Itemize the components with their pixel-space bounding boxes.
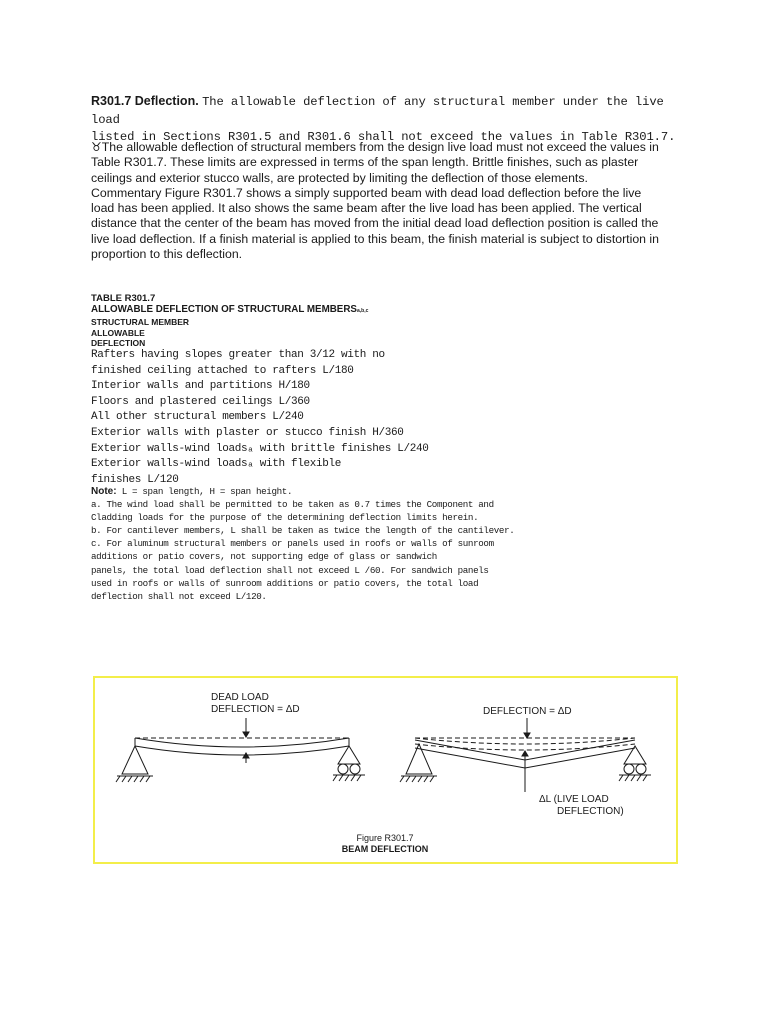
column-header-deflection-1: ALLOWABLE [91, 327, 145, 338]
table-title: ALLOWABLE DEFLECTION OF STRUCTURAL MEMBERSa,b,c [91, 304, 369, 315]
commentary-line: live load deflection. If a finish material is applied to this beam, the finish material is subject to distortion in [91, 231, 659, 246]
left-pin-hatch [116, 776, 150, 782]
note-line: a. The wind load shall be permitted to be taken as 0.7 times the Component and [91, 499, 494, 511]
right-roller-support [624, 746, 646, 764]
note-line: panels, the total load deflection shall not exceed L /60. For sandwich panels [91, 564, 489, 576]
table-row: Rafters having slopes greater than 3/12 with no [91, 349, 385, 361]
commentary-line: Commentary Figure R301.7 shows a simply supported beam with dead load deflection before the live [91, 185, 642, 200]
note-line: b. For cantilever members, L shall be taken as twice the length of the cantilever. [91, 525, 515, 537]
note-line: Note: L = span length, H = span height. [91, 486, 293, 497]
commentary-line: load has been applied. It also shows the same beam after the live load has been applied. The vertical [91, 201, 642, 216]
right-roller-wheel-2 [636, 764, 646, 774]
table-number: TABLE R301.7 [91, 293, 156, 304]
table-row: finishes L/120 [91, 473, 179, 486]
figure-caption-number: Figure R301.7 [356, 833, 414, 843]
right-arrow-down [524, 733, 530, 738]
commentary-line: Table R301.7. These limits are expressed in terms of the span length. Brittle finishes, such as plaster [91, 155, 639, 170]
left-roller-hatch [333, 775, 361, 781]
table-header [91, 293, 591, 349]
section-title: R301.7 Deflection. [91, 94, 199, 108]
live-load-label-2: DEFLECTION) [557, 806, 624, 817]
live-load-label-1: ΔL (LIVE LOAD [539, 794, 609, 805]
left-beam-top [135, 738, 349, 747]
left-label-line-1: DEAD LOAD [211, 692, 269, 703]
table-notes [91, 485, 631, 603]
right-dead-load-line [415, 738, 635, 744]
note-line: used in roofs or walls of sunroom additions or patio covers, the total load [91, 577, 479, 589]
note-line: c. For aluminum structural members or panels used in roofs or walls of sunroom [91, 538, 494, 550]
right-roller-wheel-1 [624, 764, 634, 774]
table-row: Exterior walls-wind loadsₐ with brittle finishes L/240 [91, 442, 429, 455]
table-row: Exterior walls-wind loadsₐ with flexible [91, 458, 342, 471]
commentary-line: ceilings and exterior stucco walls, are protected by limiting the deflection of those elements. [91, 170, 588, 185]
left-arrow-up [243, 753, 249, 758]
commentary-paragraph [91, 140, 691, 262]
table-body [91, 348, 611, 488]
note-line: additions or patio covers, not supporting edge of glass or sandwich [91, 551, 437, 563]
table-row: finished ceiling attached to rafters L/180 [91, 364, 354, 377]
left-roller-wheel-1 [338, 764, 348, 774]
left-pin-support [122, 746, 148, 774]
left-roller-wheel-2 [350, 764, 360, 774]
heading-body-1: The allowable deflection of any structural member under the live load [91, 95, 664, 127]
column-header-deflection-2: DEFLECTION [91, 338, 146, 348]
table-row: Interior walls and partitions H/180 [91, 380, 310, 393]
table-row: Exterior walls with plaster or stucco finish H/360 [91, 426, 404, 439]
right-pin-hatch [400, 776, 434, 782]
right-arrow-up [522, 751, 528, 756]
commentary-marker-icon: ♉ [91, 140, 102, 154]
column-header-member: STRUCTURAL MEMBER [91, 317, 190, 327]
right-roller-hatch [619, 775, 647, 781]
note-label: Note: [91, 486, 117, 497]
figure-frame [93, 676, 678, 864]
commentary-line: distance that the center of the beam has moved from the initial dead load deflection position is called the [91, 216, 659, 231]
right-dead-load-line-2 [415, 744, 635, 750]
figure-caption-title: BEAM DEFLECTION [341, 844, 429, 854]
left-beam-diagram [116, 718, 365, 782]
right-beam-diagram [400, 718, 651, 792]
left-arrow-down [243, 732, 249, 737]
note-line: Cladding loads for the purpose of the determining deflection limits herein. [91, 512, 479, 524]
heading-body-2: listed in Sections R301.5 and R301.6 shall not exceed the values in Table R301.7. [91, 130, 676, 144]
table-row: All other structural members L/240 [91, 411, 304, 424]
beam-deflection-figure [95, 678, 676, 862]
left-label-line-2: DEFLECTION = ΔD [211, 704, 300, 715]
commentary-line: proportion to this deflection. [91, 247, 243, 262]
left-roller-support [338, 746, 360, 764]
right-label: DEFLECTION = ΔD [483, 706, 572, 717]
section-heading [91, 93, 691, 146]
table-title-superscript: a,b,c [356, 308, 369, 314]
note-line: deflection shall not exceed L/120. [91, 590, 267, 602]
table-row: Floors and plastered ceilings L/360 [91, 395, 310, 408]
heading-line-1 [91, 93, 691, 129]
commentary-line: ♉The allowable deflection of structural members from the design live load must not exceed the values in [91, 140, 659, 154]
